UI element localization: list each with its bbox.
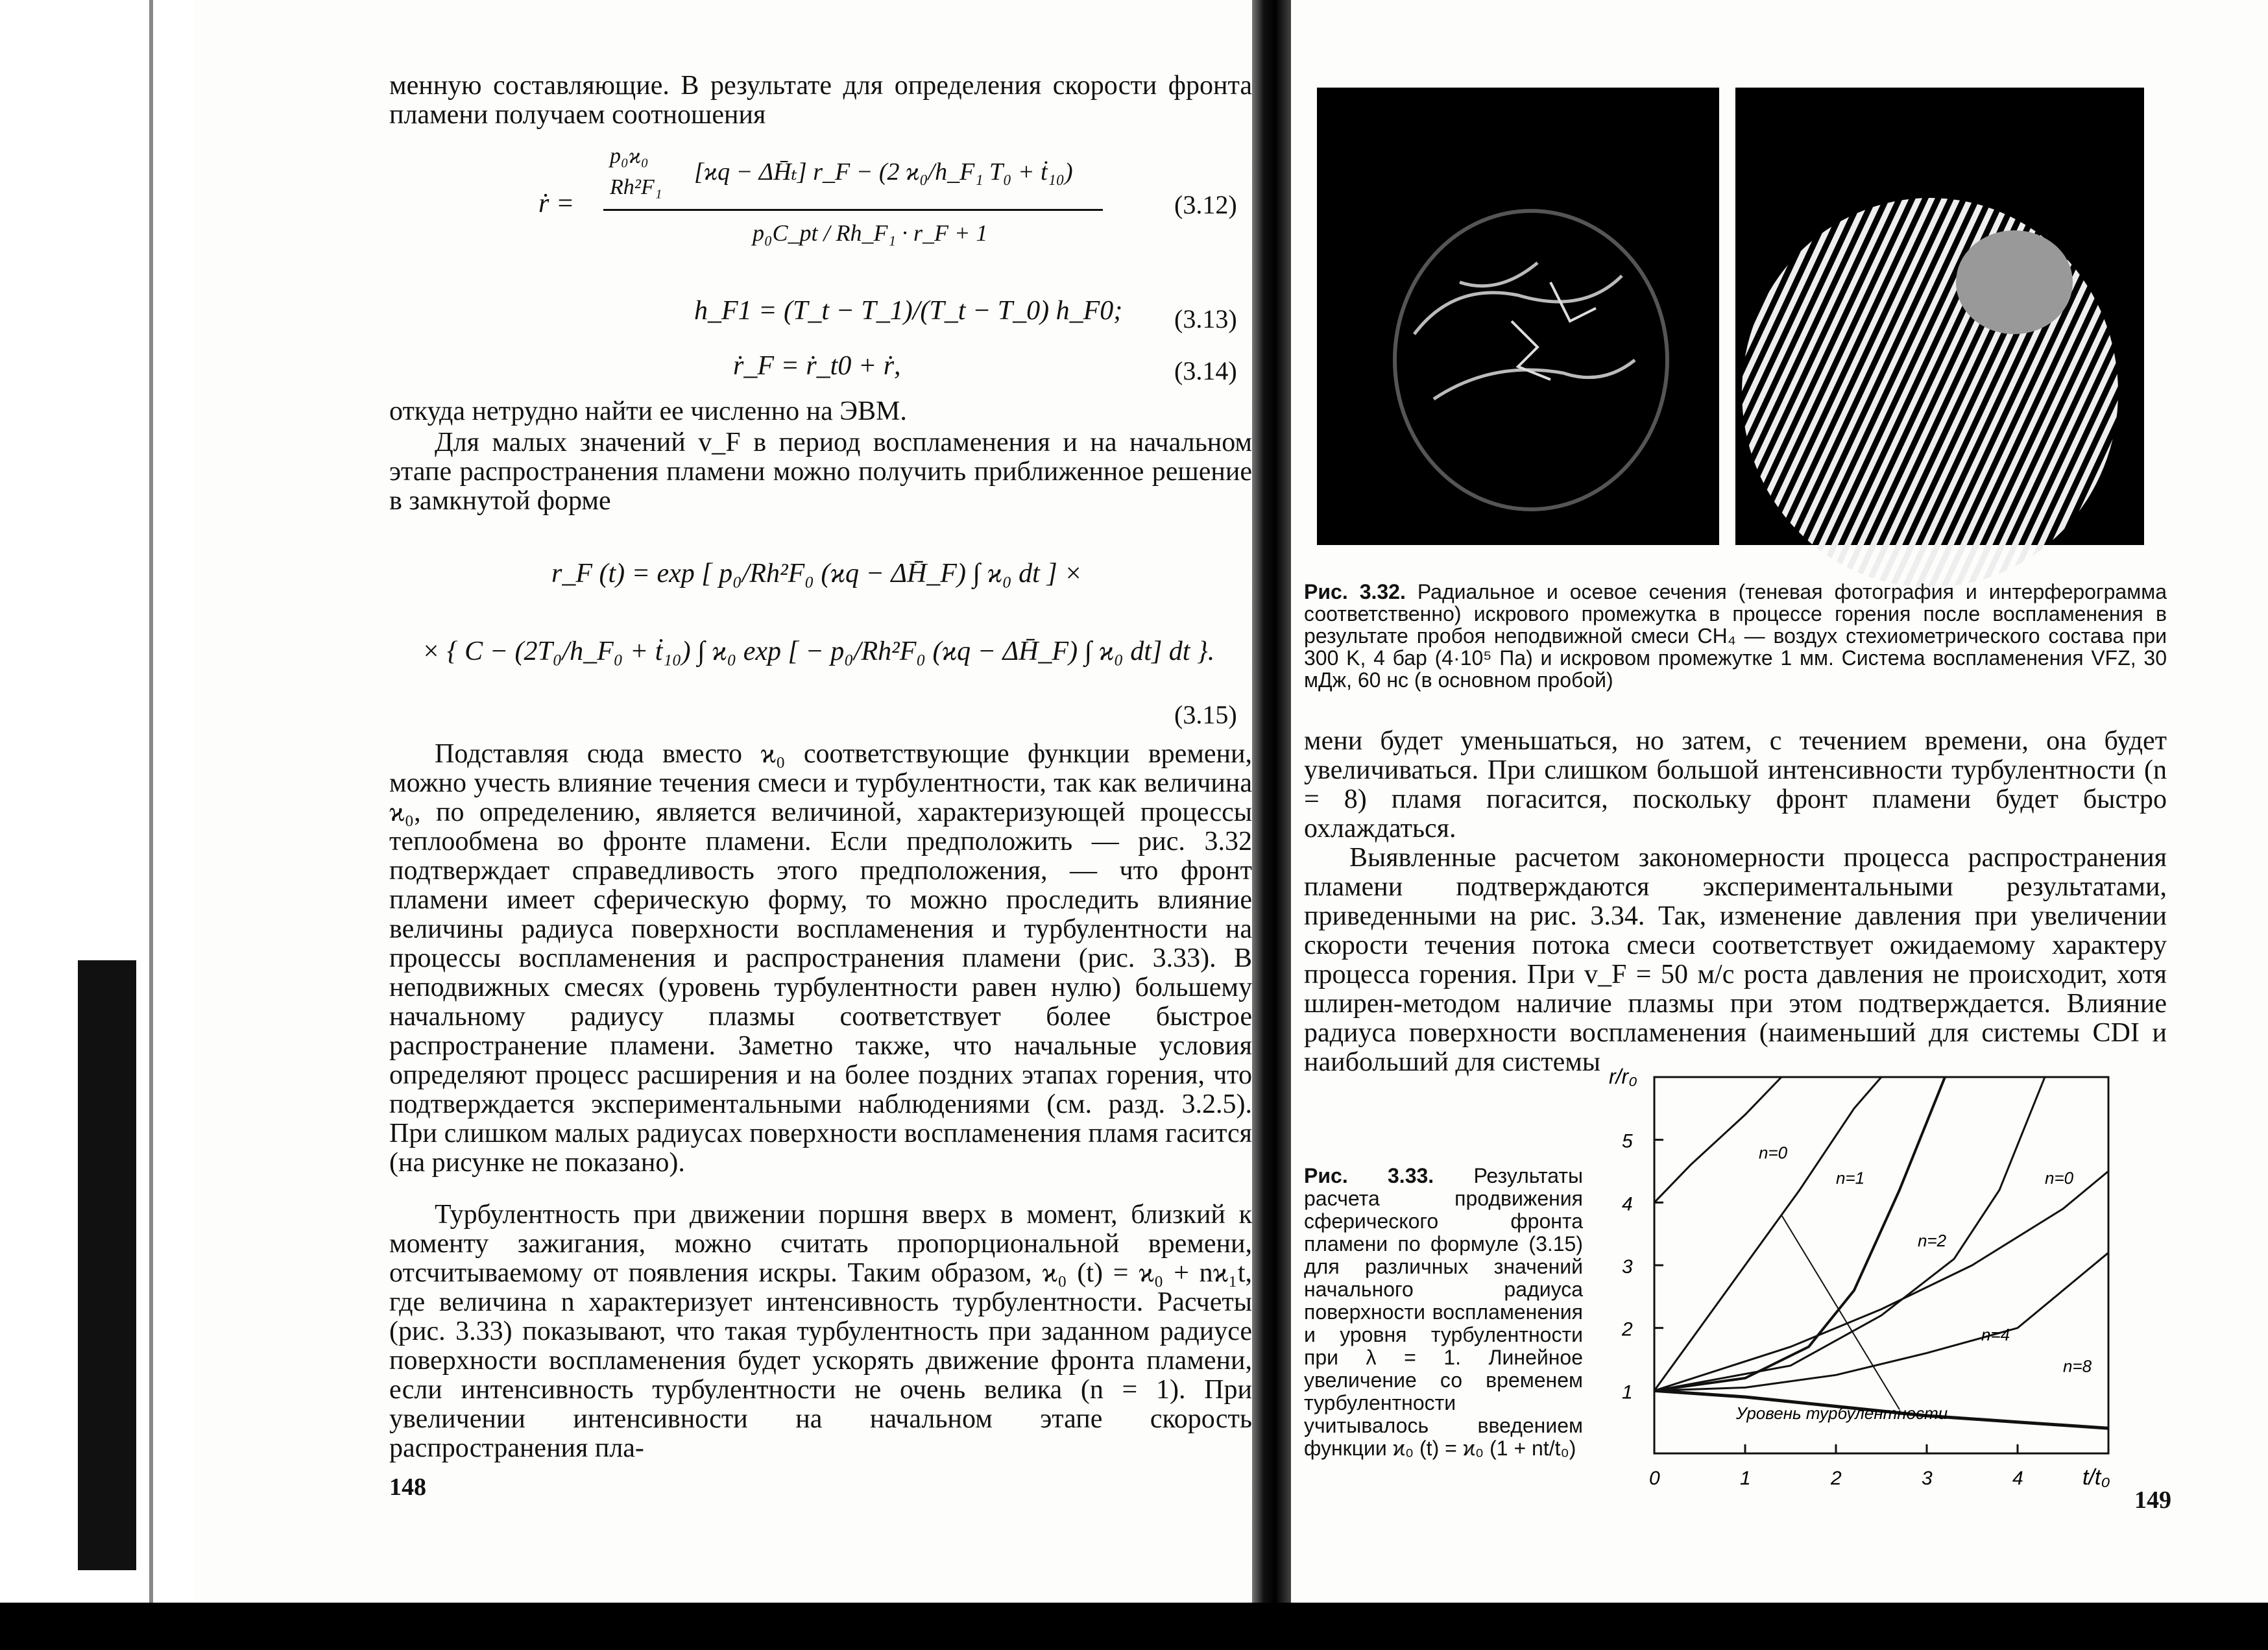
figure-3-33-caption	[1304, 1165, 1583, 1460]
curve-label: n=1	[1836, 1168, 1865, 1188]
equation-3-12	[538, 136, 1122, 273]
substitution-paragraph: Подставляя сюда вместо ϰ₀ соответствующие функции времени, можно учесть влияние течения смеси и турбулентности, так как величина ϰ₀, по определению, является величиной, характеризующей процессы теплообмена во фронте пламени. Если предположить — рис. 3.32 подтверждает справедливость этого предположения, — что фронт пламени имеет сферическую форму, то можно проследить влияние величины радиуса поверхности воспламенения и турбулентности на процессы воспламенения и распространения пламени (рис. 3.33). В неподвижных смесях (уровень турбулентности равен нулю) большему начальному радиусу плазмы соответствует более быстрое распространение пламени. Заметно также, что начальные условия определяют процесс расширения и на более поздних этапах горения, что подтверждается экспериментальными наблюдениями (см. разд. 3.2.5). При слишком малых радиусах поверхности воспламенения пламя гасится (на рисунке не показано).	[389, 739, 1252, 1178]
equation-3-15-line2: × { C − (2T₀/h_F₀ + ṫ₁₀) ∫ ϰ₀ exp [ − p₀/Rh²F₀ (ϰq − ΔH̄_F) ∫ ϰ₀ dt] dt }.	[422, 637, 1215, 666]
curve-n0-right	[1654, 1171, 2108, 1390]
figure-label: Рис. 3.33.	[1304, 1164, 1434, 1187]
equation-number: (3.13)	[1174, 304, 1237, 334]
after-equations-text: откуда нетрудно найти ее численно на ЭВМ.	[389, 396, 907, 426]
shadow-photograph	[1317, 88, 1719, 545]
fraction-bar	[603, 209, 1103, 211]
turbulence-level-annotation: Уровень турбулентности	[1736, 1403, 1948, 1423]
equation-number: (3.14)	[1174, 356, 1237, 385]
page-number-left: 148	[389, 1474, 426, 1501]
equation-number: (3.15)	[1174, 700, 1237, 729]
x-axis-label: t/t₀	[2082, 1465, 2110, 1490]
flame-cross-section-image	[1317, 88, 1719, 545]
equation-3-14: ṙ_F = ṙ_t0 + ṙ,	[733, 351, 901, 381]
y-tick-label: 4	[1622, 1193, 1633, 1215]
scan-bottom-edge	[0, 1603, 2268, 1650]
caption-text: Результаты расчета продвижения сферического фронта пламени по формуле (3.15) для различных значений начального радиуса поверхности воспламенения и уровня турбулентности при λ = 1. Линейное увеличение со временем турбулентности учитывалось введением функции ϰ₀ (t) = ϰ₀ (1 + nt/t₀)	[1304, 1164, 1583, 1460]
y-tick-label: 1	[1622, 1381, 1633, 1403]
scan-shadow	[78, 960, 136, 1570]
continuation-paragraph: мени будет уменьшаться, но затем, с течением времени, она будет увеличиваться. При слишком большой интенсивности турбулентности (n = 8) пламя погасится, поскольку фронт пламени будет быстро охлаждаться.	[1304, 726, 2167, 843]
x-tick-label: 1	[1740, 1468, 1751, 1489]
curve-n0-large	[1654, 1077, 1881, 1390]
equation-3-15-line1: r_F (t) = exp [ p₀/Rh²F₀ (ϰq − ΔH̄_F) ∫ ϰ₀ dt ] ×	[551, 559, 1083, 588]
y-tick-label: 3	[1622, 1256, 1633, 1278]
interferogram	[1735, 88, 2144, 545]
x-tick-label: 0	[1649, 1468, 1660, 1489]
x-tick-label: 4	[2012, 1468, 2023, 1489]
curve-label: n=2	[1918, 1231, 1947, 1250]
intro-paragraph: менную составляющие. В результате для определения скорости фронта пламени получаем соотношения	[389, 71, 1252, 130]
eq-frac-num: p₀ϰ₀	[610, 144, 649, 168]
book-gutter	[1252, 0, 1291, 1650]
y-axis-label: r/r₀	[1609, 1065, 1637, 1088]
curve-label: n=4	[1981, 1325, 2010, 1344]
x-tick-label: 3	[1922, 1468, 1933, 1489]
interferogram-fringes-image	[1735, 88, 2144, 545]
y-tick-label: 5	[1622, 1130, 1633, 1152]
caption-text: Радиальное и осевое сечения (теневая фотография и интерферограмма соответственно) искрового промежутка в процессе горения после воспламенения в результате пробоя неподвижной смеси CH₄ — воздух стехиометрического состава при 300 K, 4 бар (4·10⁵ Па) и искровом промежутке 1 мм. Система воспламенения VFZ, 30 мДж, 60 нс (в основном пробой)	[1304, 580, 2167, 692]
curve-label: n=8	[2063, 1356, 2092, 1376]
curve-n4	[1654, 1253, 2108, 1391]
curve-n0-upper	[1654, 1077, 1781, 1202]
figure-label: Рис. 3.32.	[1304, 580, 1406, 603]
page-number-right: 149	[2134, 1486, 2171, 1514]
equation-number: (3.12)	[1174, 190, 1237, 219]
eq-numerator: [ϰq − ΔH̄ₜ] r_F − (2 ϰ₀/h_F₁ T₀ + ṫ₁₀)	[694, 158, 1073, 186]
small-values-paragraph: Для малых значений v_F в период воспламенения и на начальном этапе распространения пламени можно получить приближенное решение в замкнутой форме	[389, 428, 1252, 516]
y-tick-label: 2	[1622, 1318, 1633, 1341]
eq-denominator: p₀C_pt / Rh_F₁ · r_F + 1	[753, 220, 988, 246]
curve-label: n=0	[1759, 1143, 1788, 1163]
eq-frac-den: Rh²F₁	[610, 175, 662, 199]
results-paragraph: Выявленные расчетом закономерности процесса распространения пламени подтверждаются экспериментальными результатами, приведенными на рис. 3.34. Так, изменение давления при увеличении скорости течения потока смеси соответствует ожидаемому характеру процесса горения. При v_F = 50 м/с роста давления не происходит, хотя шлирен-методом наличие плазмы при этом подтверждается. Влияние радиуса поверхности воспламенения (наименьший для системы CDI и наибольший для системы	[1304, 843, 2167, 1077]
x-tick-label: 2	[1831, 1468, 1842, 1489]
curve-label: n=0	[2045, 1168, 2074, 1188]
equation-3-13: h_F1 = (T_t − T_1)/(T_t − T_0) h_F0;	[694, 296, 1123, 326]
figure-3-32-caption	[1304, 581, 2167, 691]
flame-front-chart	[1602, 1065, 2180, 1490]
eq-lhs: ṙ =	[538, 189, 575, 219]
turbulence-paragraph: Турбулентность при движении поршня вверх в момент, близкий к моменту зажигания, можно считать пропорциональной времени, отсчитываемому от появления искры. Таким образом, ϰ₀ (t) = ϰ₀ + nϰ₁t, где величина n характеризует интенсивность турбулентности. Расчеты (рис. 3.33) показывают, что такая турбулентность при заданном радиусе поверхности воспламенения будет ускорять движение фронта пламени, если интенсивность турбулентности не очень велика (n = 1). При увеличении интенсивности на начальном этапе скорость распространения пла-	[389, 1200, 1252, 1463]
